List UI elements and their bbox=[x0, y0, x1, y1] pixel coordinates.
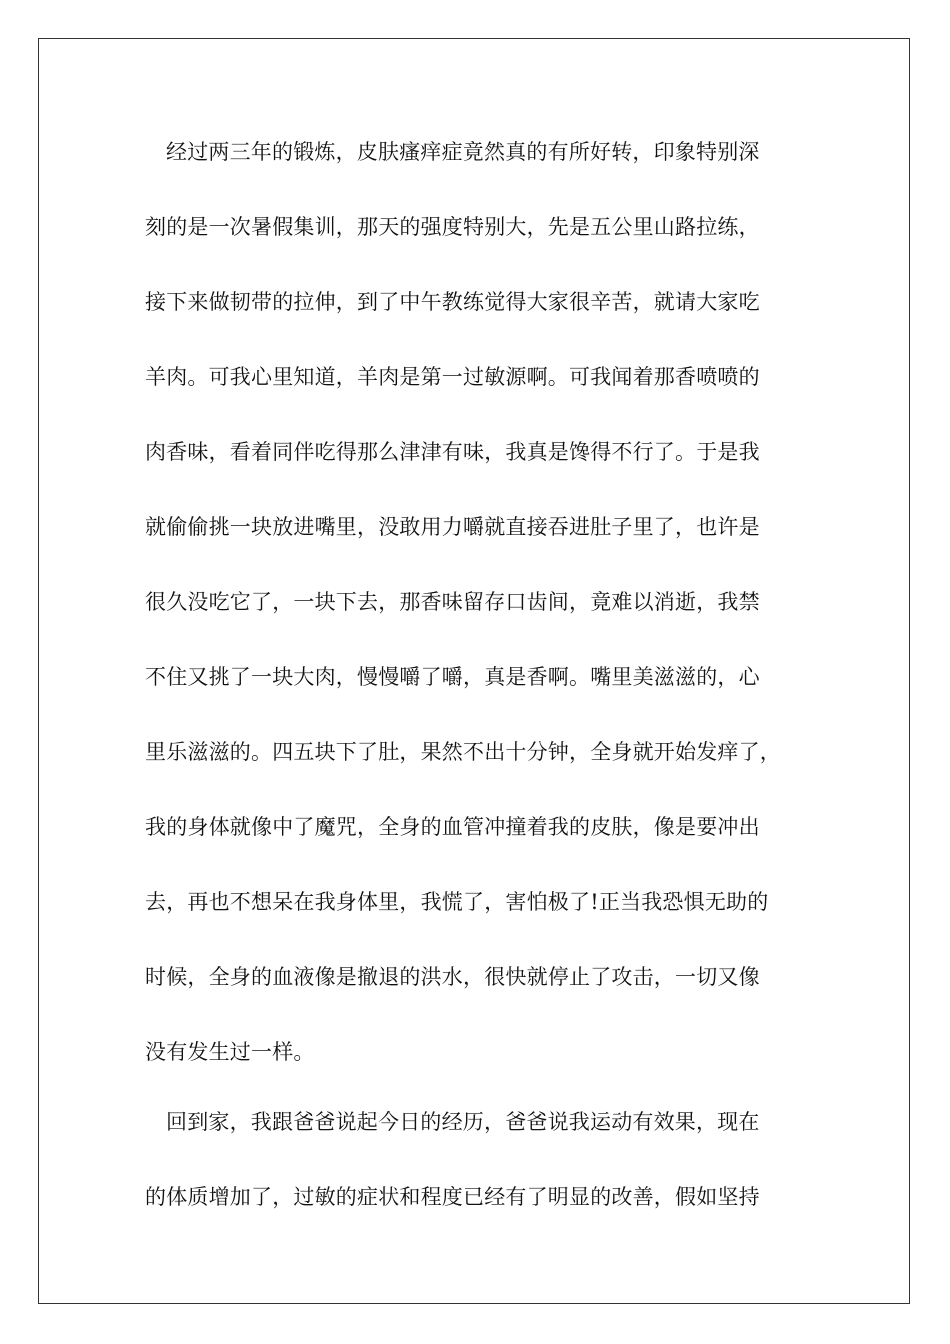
text-line: 时候，全身的血液像是撤退的洪水，很快就停止了攻击，一切又像 bbox=[145, 965, 760, 989]
text-line: 不住又挑了一块大肉，慢慢嚼了嚼，真是香啊。嘴里美滋滋的，心 bbox=[145, 665, 760, 689]
text-line: 刻的是一次暑假集训，那天的强度特别大，先是五公里山路拉练， bbox=[145, 215, 760, 239]
text-line: 很久没吃它了，一块下去，那香味留存口齿间，竟难以消逝，我禁 bbox=[145, 590, 760, 614]
text-line: 经过两三年的锻炼，皮肤瘙痒症竟然真的有所好转，印象特别深 bbox=[166, 140, 760, 164]
text-line: 没有发生过一样。 bbox=[145, 1040, 315, 1064]
text-line: 的体质增加了，过敏的症状和程度已经有了明显的改善，假如坚持 bbox=[145, 1185, 760, 1209]
text-line: 我的身体就像中了魔咒，全身的血管冲撞着我的皮肤，像是要冲出 bbox=[145, 815, 760, 839]
text-line: 羊肉。可我心里知道，羊肉是第一过敏源啊。可我闻着那香喷喷的 bbox=[145, 365, 760, 389]
text-line: 回到家，我跟爸爸说起今日的经历，爸爸说我运动有效果，现在 bbox=[166, 1110, 760, 1134]
text-line: 就偷偷挑一块放进嘴里，没敢用力嚼就直接吞进肚子里了，也许是 bbox=[145, 515, 760, 539]
text-line: 里乐滋滋的。四五块下了肚，果然不出十分钟，全身就开始发痒了， bbox=[145, 740, 781, 764]
text-line: 去，再也不想呆在我身体里，我慌了，害怕极了!正当我恐惧无助的 bbox=[145, 890, 769, 914]
text-line: 接下来做韧带的拉伸，到了中午教练觉得大家很辛苦，就请大家吃 bbox=[145, 290, 760, 314]
text-line: 肉香味，看着同伴吃得那么津津有味，我真是馋得不行了。于是我 bbox=[145, 440, 760, 464]
